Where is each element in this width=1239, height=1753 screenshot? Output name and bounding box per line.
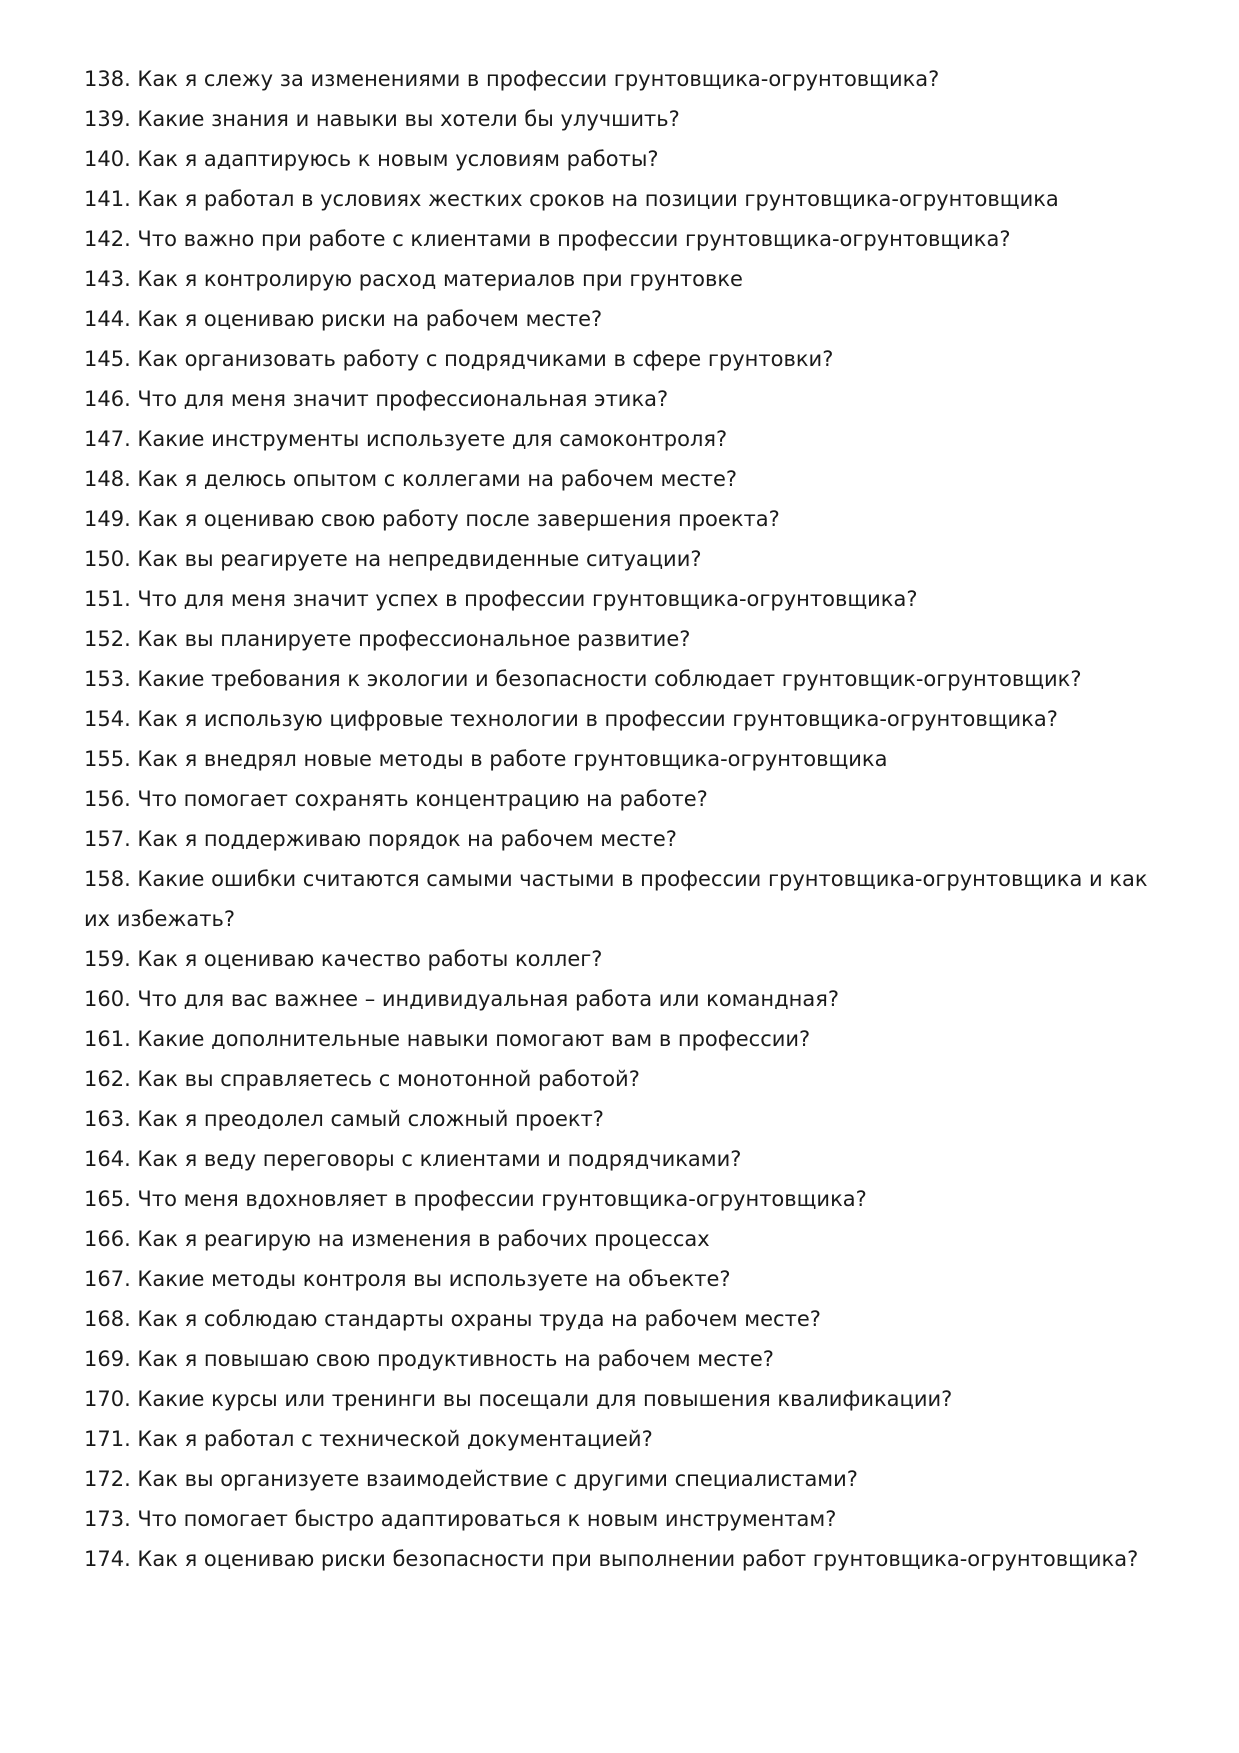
question-item: 168. Как я соблюдаю стандарты охраны труда на рабочем месте?: [84, 1307, 821, 1331]
question-item: 140. Как я адаптируюсь к новым условиям работы?: [84, 147, 659, 171]
question-item: 144. Как я оцениваю риски на рабочем месте?: [84, 307, 603, 331]
question-item: 164. Как я веду переговоры с клиентами и подрядчиками?: [84, 1147, 742, 1171]
question-item: 159. Как я оцениваю качество работы коллег?: [84, 947, 603, 971]
question-item: 171. Как я работал с технической документацией?: [84, 1427, 653, 1451]
question-item: 163. Как я преодолел самый сложный проект?: [84, 1107, 604, 1131]
question-item: 154. Как я использую цифровые технологии в профессии грунтовщика-огрунтовщика?: [84, 707, 1058, 731]
question-item: 142. Что важно при работе с клиентами в профессии грунтовщика-огрунтовщика?: [84, 227, 1011, 251]
question-item: 157. Как я поддерживаю порядок на рабочем месте?: [84, 827, 677, 851]
question-item: 166. Как я реагирую на изменения в рабочих процессах: [84, 1227, 710, 1251]
question-item: 138. Как я слежу за изменениями в профессии грунтовщика-огрунтовщика?: [84, 67, 940, 91]
question-item: 148. Как я делюсь опытом с коллегами на рабочем месте?: [84, 467, 738, 491]
question-item: 139. Какие знания и навыки вы хотели бы улучшить?: [84, 107, 680, 131]
question-item: 174. Как я оцениваю риски безопасности при выполнении работ грунтовщика-огрунтовщика?: [84, 1547, 1139, 1571]
question-item: 160. Что для вас важнее – индивидуальная работа или командная?: [84, 987, 840, 1011]
question-list: [84, 59, 1156, 1579]
question-item: 158. Какие ошибки считаются самыми частыми в профессии грунтовщика-огрунтовщика и как их избежать?: [84, 867, 1148, 931]
question-item: 170. Какие курсы или тренинги вы посещали для повышения квалификации?: [84, 1387, 953, 1411]
question-item: 153. Какие требования к экологии и безопасности соблюдает грунтовщик-огрунтовщик?: [84, 667, 1082, 691]
question-item: 147. Какие инструменты используете для самоконтроля?: [84, 427, 728, 451]
question-item: 150. Как вы реагируете на непредвиденные ситуации?: [84, 547, 702, 571]
question-item: 169. Как я повышаю свою продуктивность на рабочем месте?: [84, 1347, 774, 1371]
question-item: 141. Как я работал в условиях жестких сроков на позиции грунтовщика-огрунтовщика: [84, 187, 1059, 211]
question-item: 151. Что для меня значит успех в профессии грунтовщика-огрунтовщика?: [84, 587, 918, 611]
question-item: 146. Что для меня значит профессиональная этика?: [84, 387, 669, 411]
question-item: 143. Как я контролирую расход материалов при грунтовке: [84, 267, 743, 291]
document-page: [84, 59, 1156, 1579]
question-item: 167. Какие методы контроля вы используете на объекте?: [84, 1267, 731, 1291]
question-item: 162. Как вы справляетесь с монотонной работой?: [84, 1067, 640, 1091]
question-item: 165. Что меня вдохновляет в профессии грунтовщика-огрунтовщика?: [84, 1187, 867, 1211]
question-item: 161. Какие дополнительные навыки помогают вам в профессии?: [84, 1027, 811, 1051]
question-item: 145. Как организовать работу с подрядчиками в сфере грунтовки?: [84, 347, 834, 371]
question-item: 172. Как вы организуете взаимодействие с другими специалистами?: [84, 1467, 858, 1491]
question-item: 156. Что помогает сохранять концентрацию на работе?: [84, 787, 708, 811]
question-item: 155. Как я внедрял новые методы в работе грунтовщика-огрунтовщика: [84, 747, 888, 771]
question-item: 173. Что помогает быстро адаптироваться к новым инструментам?: [84, 1507, 837, 1531]
question-item: 149. Как я оцениваю свою работу после завершения проекта?: [84, 507, 780, 531]
question-item: 152. Как вы планируете профессиональное развитие?: [84, 627, 691, 651]
